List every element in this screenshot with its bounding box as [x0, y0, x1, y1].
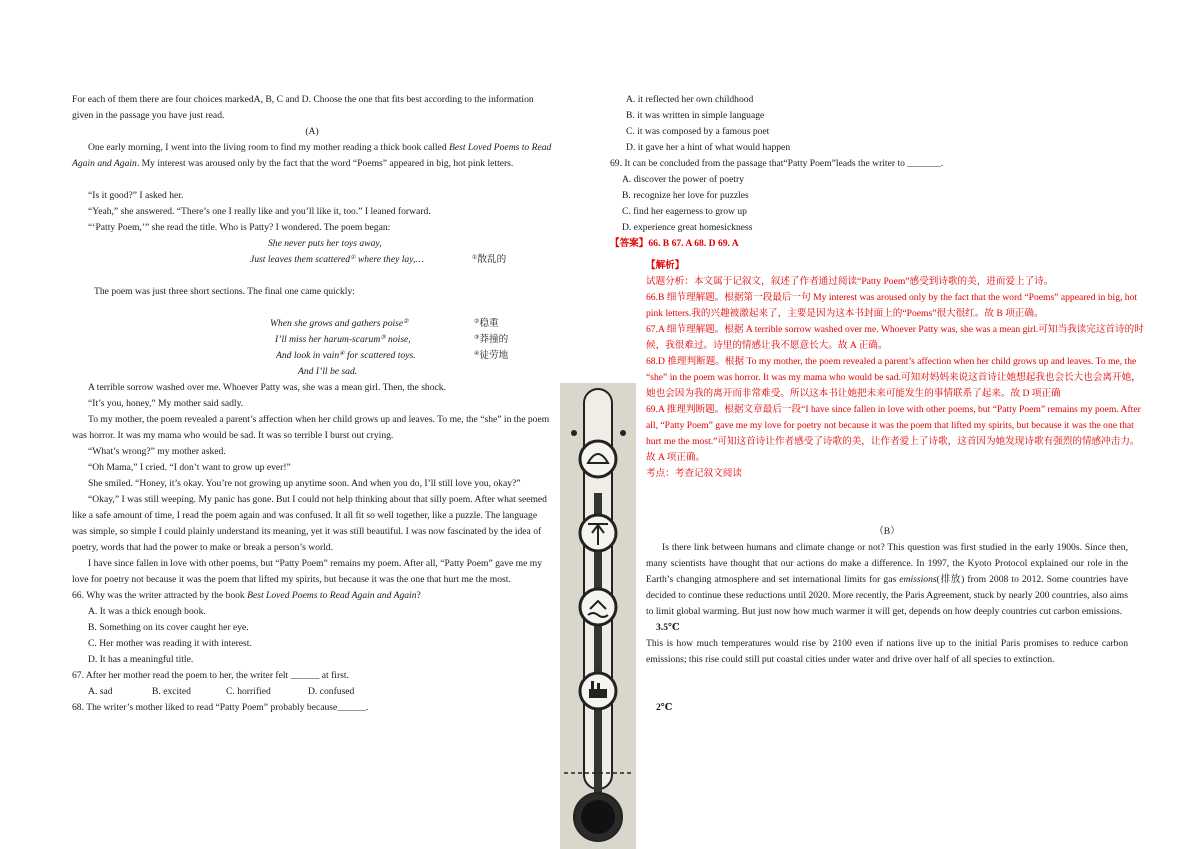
poem-line: And I’ll be sad. — [298, 366, 358, 377]
option: C. Her mother was reading it with interest. — [88, 638, 252, 649]
factory-icon — [580, 673, 616, 709]
paragraph: I have since fallen in love with other poems, but “Patty Poem” remains my poem. After all, “Patty Poem” gave me my love for poetry not because it was the poem that lifted my spirits, but because it was the one that hurt me the most. — [72, 558, 542, 585]
option: A. discover the power of poetry — [622, 174, 745, 185]
option: B. recognize her love for puzzles — [622, 190, 749, 201]
question-66: 66. Why was the writer attracted by the book Best Loved Poems to Read Again and Again? — [72, 590, 421, 601]
poem-line: Just leaves them scattered① where they lay,… ①散乱的 — [250, 254, 507, 265]
option: C. it was composed by a famous poet — [626, 126, 770, 137]
dialog-line: “Is it good?” I asked her. — [88, 190, 184, 201]
paragraph: To my mother, the poem revealed a parent’s affection when her child grows up and leaves. To me, the “she” in the poem was horror. It was my mama who would be sad. It was so terrible I burst out crying. — [72, 414, 550, 441]
passage-a-label: (A) — [305, 126, 319, 137]
poem-line: And look in vain④ for scattered toys. ④徒劳地 — [276, 350, 509, 361]
option: D. It has a meaningful title. — [88, 654, 194, 665]
explanation-66: 66.B 细节理解题。根据第一段最后一句 My interest was aroused only by the fact that the word “Poems” appeared in big, hot pink letters.我的兴趣被激起来了，主要是因为这本书封面上的“Poems”很大很红。故 B 项正确。 — [646, 292, 1138, 319]
option: B. Something on its cover caught her eye. — [88, 622, 249, 633]
option: D. experience great homesickness — [622, 222, 753, 233]
poem-line: When she grows and gathers poise② ②稳重 — [270, 318, 499, 329]
paragraph: “It’s you, honey,” My mother said sadly. — [88, 398, 244, 409]
paragraph: “What’s wrong?” my mother asked. — [88, 446, 226, 457]
passage-b-para2: This is how much temperatures would rise by 2100 even if nations live up to the initial Paris promises to reduce carbon emissions; this rise could still put coastal cities under water and drive over half of all species to extinction. — [646, 638, 1128, 665]
question-68: 68. The writer’s mother liked to read “Patty Poem” probably because______. — [72, 702, 369, 713]
poem-line: I’ll miss her harum-scarum③ noise, ③莽撞的 — [275, 334, 509, 345]
question-69: 69. It can be concluded from the passage that“Patty Poem”leads the writer to _______. — [610, 158, 944, 169]
passage-b — [646, 524, 1128, 716]
question-67: 67. After her mother read the poem to her, the writer felt ______ at first. — [72, 670, 349, 681]
answer-key: 【答案】66. B 67. A 68. D 69. A — [610, 238, 739, 249]
option: A. it reflected her own childhood — [626, 94, 754, 105]
flood-icon — [580, 589, 616, 625]
poem-line: She never puts her toys away, — [268, 238, 382, 249]
explanation-point: 考点：考查记叙文阅读 — [646, 468, 742, 479]
option: A. It was a thick enough book. — [88, 606, 206, 617]
right-column — [610, 92, 1140, 252]
explanation-intro: 试题分析：本文属于记叙文，叙述了作者通过阅读“Patty Poem”感受到诗歌的美，进而爱上了诗。 — [646, 276, 1054, 287]
temp-label-2: 2℃ — [656, 702, 673, 713]
paragraph: She smiled. “Honey, it’s okay. You’re not growing up anytime soon. And when you do, I’ll still love you, okay?” — [88, 478, 521, 489]
option: C. find her eagerness to grow up — [622, 206, 747, 217]
dialog-line: “‘Patty Poem,’” she read the title. Who is Patty? I wondered. The poem began: — [88, 222, 391, 233]
explanation-67: 67.A 细节理解题。根据 A terrible sorrow washed over me. Whoever Patty was, she was a mean girl.可知当我读完这首诗的时候，我很难过。诗里的情感让我不愿意长大。故 A 正确。 — [646, 324, 1144, 351]
passage-a-para1: One early morning, I went into the living room to find my mother reading a thick book called Best Loved Poems to Read Again and Again. My interest was aroused only by the fact that the word “Poems” appeared in big, hot pink letters. — [72, 142, 552, 169]
explanation — [646, 258, 1146, 482]
option: D. it gave her a hint of what would happen — [626, 142, 791, 153]
explanation-tag: 【解析】 — [646, 260, 685, 271]
temp-label-3-5: 3.5℃ — [656, 622, 680, 633]
passage-b-para1: Is there link between humans and climate change or not? This question was first studied in the early 1900s. Since then, many scientists have thought that our actions do make a difference. In 1997, the Kyoto Protocol explained our role in the Earth’s changing atmosphere and set international limits for gas emissions(排放) from 2008 to 2012. Some countries have decided to continue these reductions until 2020. More recently, the Paris Agreement, stuck by nearly 200 countries, also aims to limit global warming. But just now how much warmer it will get, depends on how deeply countries cut carbon emissions. — [646, 542, 1128, 617]
gloss: 散乱的 — [477, 254, 507, 265]
option: B. it was written in simple language — [626, 110, 765, 121]
paragraph: “Oh Mama,” I cried. “I don’t want to grow up ever!” — [88, 462, 291, 473]
shell-icon — [580, 441, 616, 477]
explanation-69: 69.A 推理判断题。根据文章最后一段“I have since fallen in love with other poems, but “Patty Poem” remains my poem. After all, “Patty Poem” gave me my love for poetry not because it was the poem that lifted my spirits, but because it was the one that hurt me the most.”可知这首诗让作者感受了诗歌的美，让作者爱上了诗歌，这首因为她发现诗歌有强烈的情感冲击力。故 A 项正确。 — [646, 404, 1141, 463]
dialog-line: “Yeah,” she answered. “There’s one I really like and you’ll like it, too.” I leaned forward. — [88, 206, 431, 217]
options-row: A. sad B. excited C. horrified D. confused — [88, 686, 355, 697]
passage-b-label: （B） — [874, 526, 900, 537]
paragraph: “Okay,” I was still weeping. My panic has gone. But I could not help thinking about that silly poem. After what seemed like a safe amount of time, I read the poem again and was confused. It all fit so well together, like a puzzle. The language was simple, so simple I could plainly understand its meaning, yet it was still beautiful. I was now fascinated by the idea of poetry, words that had the power to make or break a person’s world. — [72, 494, 547, 553]
arrow-down-icon — [580, 515, 616, 551]
short-sections: The poem was just three short sections. The final one came quickly: — [94, 286, 355, 297]
left-column — [72, 92, 552, 716]
thermometer-graphic — [560, 383, 636, 849]
instructions: For each of them there are four choices markedA, B, C and D. Choose the one that fits best according to the information given in the passage you have just read. — [72, 94, 534, 121]
explanation-68: 68.D 推理判断题。根据 To my mother, the poem revealed a parent’s affection when her child grows up and leaves. To me, the “she” in the poem was horror. It was my mama who would be sad.可知对妈妈来说这首诗让她想起我也会长大也会离开她，她也会因为我的离开而非常难受。所以这本书让她把未来可能发生的事情联系了起来。故 D 项正确 — [646, 356, 1141, 399]
paragraph: A terrible sorrow washed over me. Whoever Patty was, she was a mean girl. Then, the shock. — [88, 382, 446, 393]
